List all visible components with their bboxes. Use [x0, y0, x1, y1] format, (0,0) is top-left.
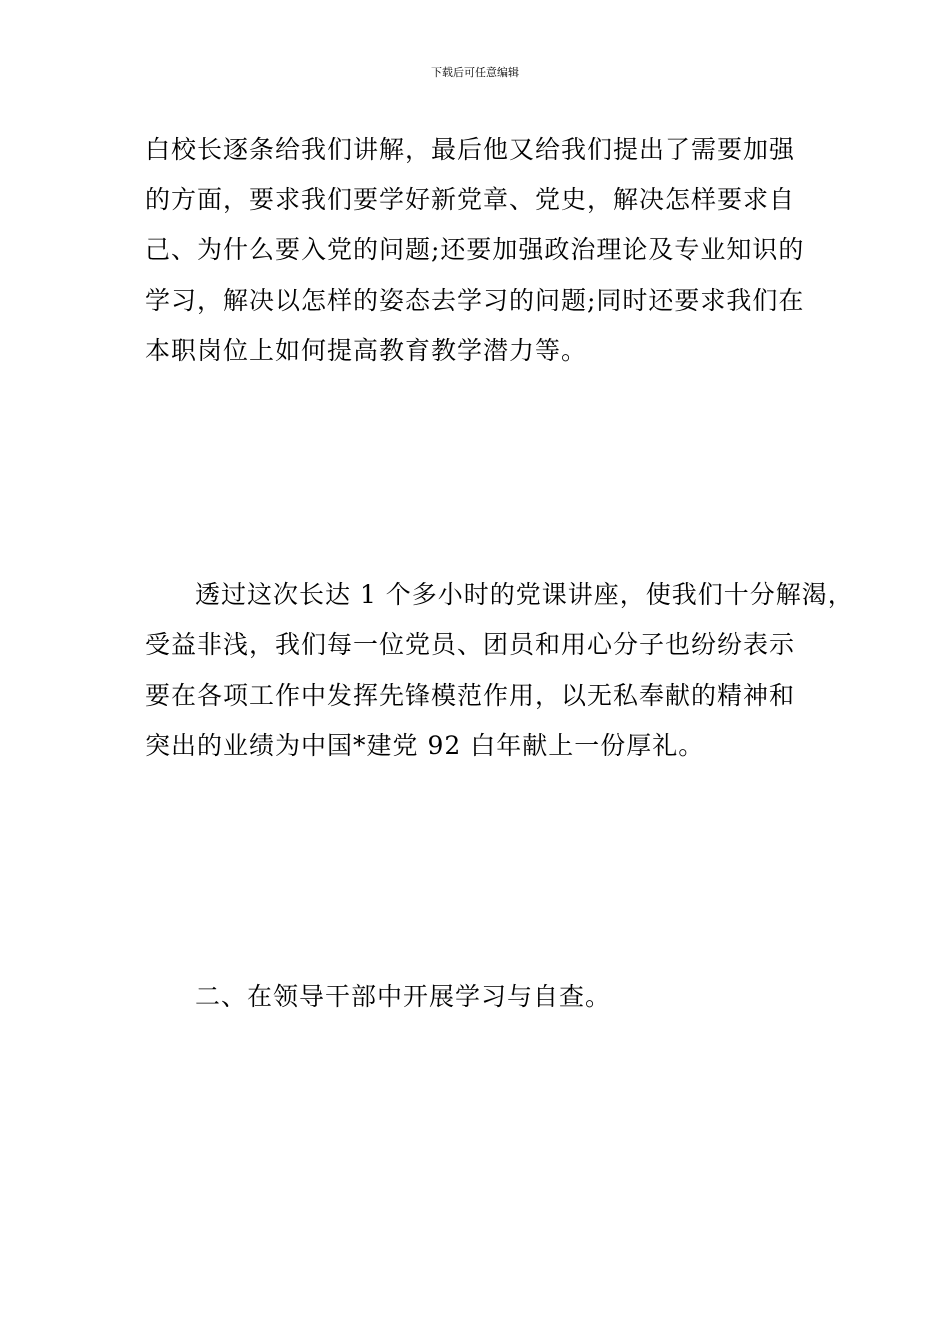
paragraph-line: 要在各项工作中发挥先锋模范作用，以无私奉献的精神和: [145, 681, 796, 710]
paragraph-line: 学习，解决以怎样的姿态去学习的问题;同时还要求我们在: [145, 286, 805, 315]
paragraph-line: 白校长逐条给我们讲解，最后他又给我们提出了需要加强: [145, 135, 796, 164]
section-heading-text: 二、在领导干部中开展学习与自查。: [195, 982, 612, 1011]
paragraph-line: 透过这次长达 1 个多小时的党课讲座，使我们十分解渴，: [195, 580, 854, 609]
header-note: 下载后可任意编辑: [431, 66, 519, 79]
paragraph-line: 受益非浅，我们每一位党员、团员和用心分子也纷纷表示: [145, 630, 796, 659]
paragraph-line: 突出的业绩为中国*建党 92 白年献上一份厚礼。: [145, 731, 705, 760]
paragraph-line: 的方面，要求我们要学好新党章、党史，解决怎样要求自: [145, 185, 796, 214]
paragraph-line: 本职岗位上如何提高教育教学潜力等。: [145, 336, 588, 365]
paragraph-line: 己、为什么要入党的问题;还要加强政治理论及专业知识的: [145, 235, 805, 264]
